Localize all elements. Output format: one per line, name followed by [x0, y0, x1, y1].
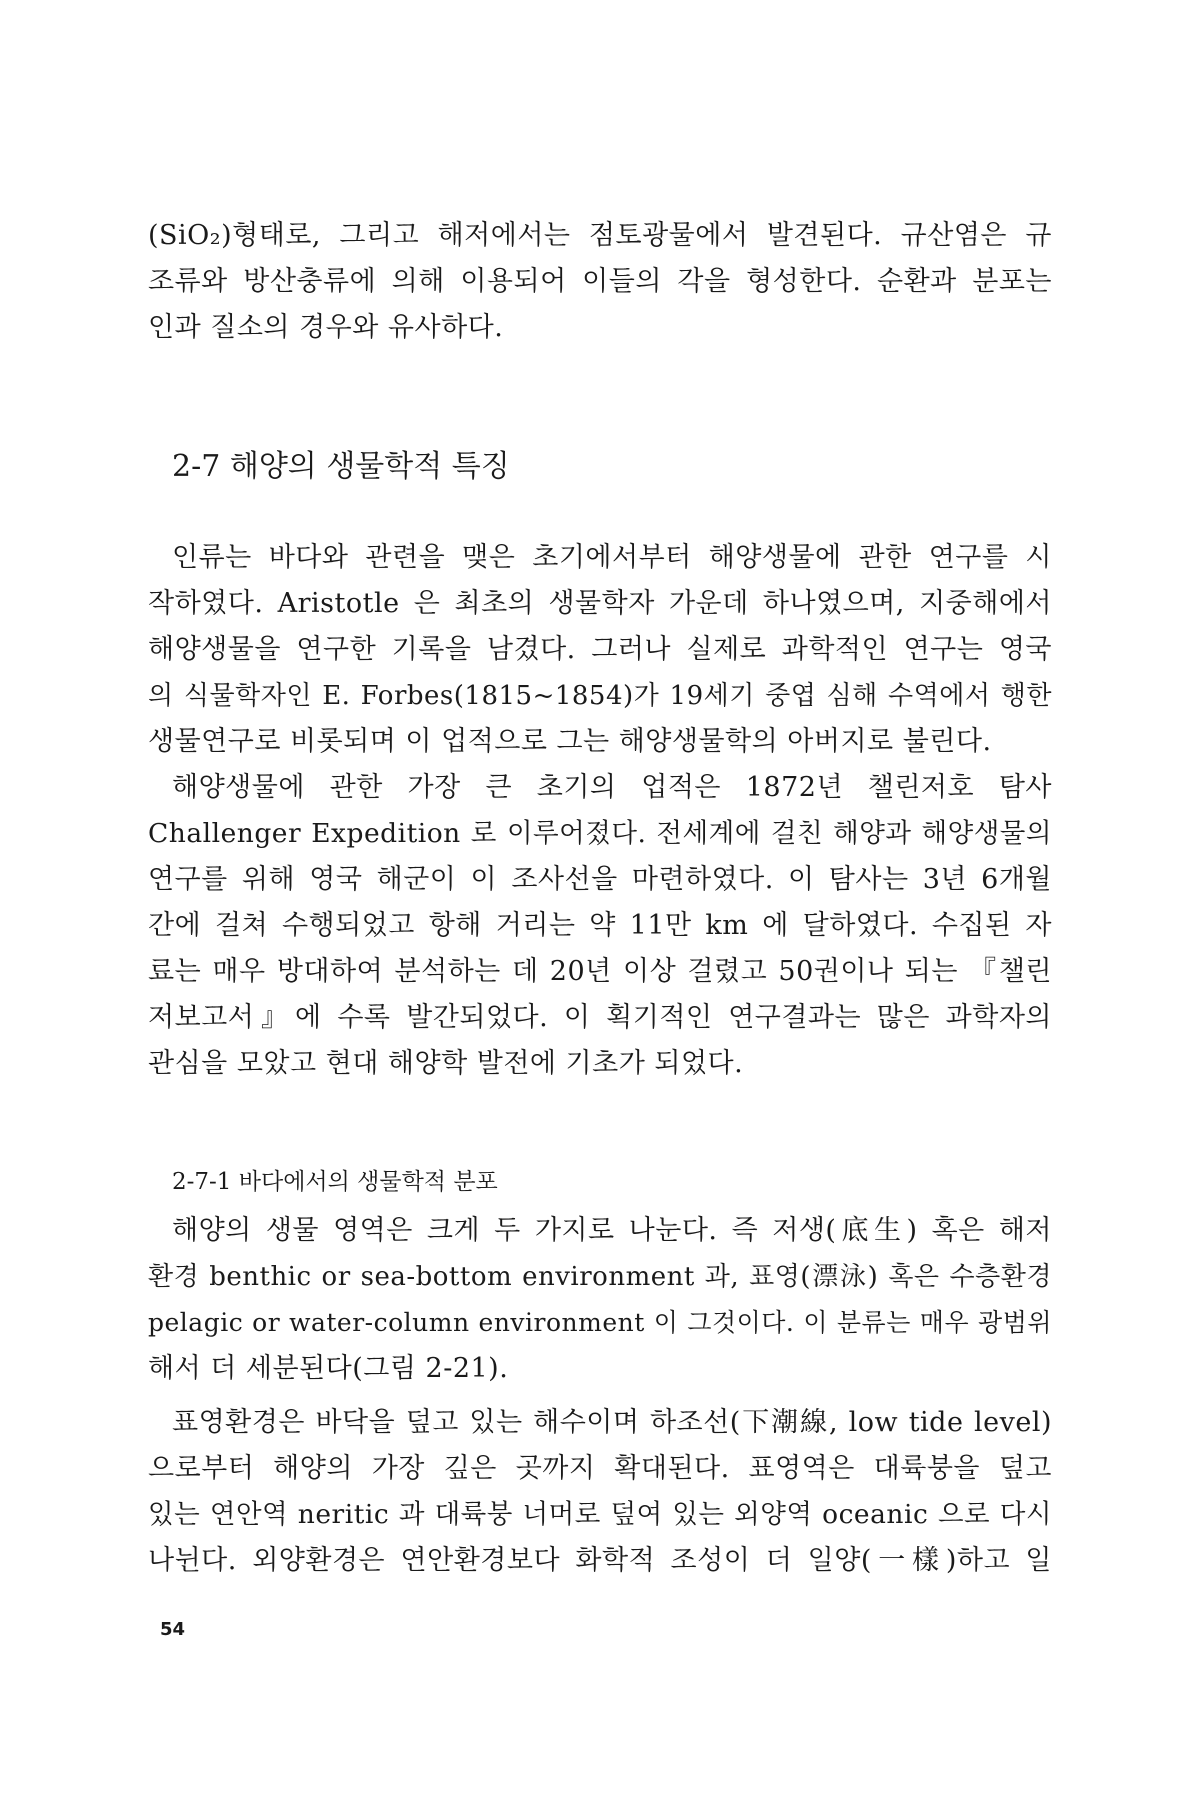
text-line: 작하였다. Aristotle 은 최초의 생물학자 가운데 하나였으며, 지중해에서	[148, 588, 1052, 619]
text-line: 나뉜다. 외양환경은 연안환경보다 화학적 조성이 더 일양(一樣)하고 일	[148, 1545, 1052, 1576]
text-line: 료는 매우 방대하여 분석하는 데 20년 이상 걸렸고 50권이나 되는 『챌린	[148, 956, 1052, 987]
text-line: 연구를 위해 영국 해군이 이 조사선을 마련하였다. 이 탐사는 3년 6개월	[148, 864, 1052, 895]
text-line: 으로부터 해양의 가장 깊은 곳까지 확대된다. 표영역은 대륙붕을 덮고	[148, 1453, 1052, 1484]
text-line: 간에 걸쳐 수행되었고 항해 거리는 약 11만 km 에 달하였다. 수집된 자	[148, 910, 1052, 941]
text-line: 조류와 방산충류에 의해 이용되어 이들의 각을 형성한다. 순환과 분포는	[148, 266, 1052, 297]
text-line: 관심을 모았고 현대 해양학 발전에 기초가 되었다.	[148, 1048, 744, 1079]
text-line: pelagic or water-column environment 이 그것이다. 이 분류는 매우 광범위	[148, 1308, 1052, 1337]
subsection-title: 2-7-1 바다에서의 생물학적 분포	[172, 1169, 498, 1195]
text-line: Challenger Expedition 로 이루어졌다. 전세계에 걸친 해양과 해양생물의	[148, 818, 1052, 849]
text-line: 의 식물학자인 E. Forbes(1815~1854)가 19세기 중엽 심해 수역에서 행한	[148, 681, 1052, 711]
text-line: 인류는 바다와 관련을 맺은 초기에서부터 해양생물에 관한 연구를 시	[172, 542, 1052, 573]
text-line: 생물연구로 비롯되며 이 업적으로 그는 해양생물학의 아버지로 불린다.	[148, 726, 992, 757]
text-line: 해양생물에 관한 가장 큰 초기의 업적은 1872년 챌린저호 탐사	[172, 772, 1052, 803]
text-line: 있는 연안역 neritic 과 대륙붕 너머로 덮여 있는 외양역 oceanic 으로 다시	[148, 1499, 1052, 1530]
text-line: 해양의 생물 영역은 크게 두 가지로 나눈다. 즉 저생(底生) 혹은 해저	[172, 1215, 1052, 1246]
text-line: 해양생물을 연구한 기록을 남겼다. 그러나 실제로 과학적인 연구는 영국	[148, 634, 1052, 665]
text-line: 인과 질소의 경우와 유사하다.	[148, 312, 504, 343]
text-line: 저보고서』에 수록 발간되었다. 이 획기적인 연구결과는 많은 과학자의	[148, 1002, 1052, 1033]
text-line: 환경 benthic or sea-bottom environment 과, 표영(漂泳) 혹은 수층환경	[148, 1262, 1052, 1292]
text-line: 표영환경은 바닥을 덮고 있는 해수이며 하조선(下潮線, low tide level)	[172, 1407, 1052, 1438]
section-title: 2-7 해양의 생물학적 특징	[172, 449, 510, 484]
text-line: 해서 더 세분된다(그림 2-21).	[148, 1353, 509, 1384]
page-number: 54	[160, 1619, 186, 1640]
text-line: (SiO₂)형태로, 그리고 해저에서는 점토광물에서 발견된다. 규산염은 규	[148, 220, 1052, 251]
